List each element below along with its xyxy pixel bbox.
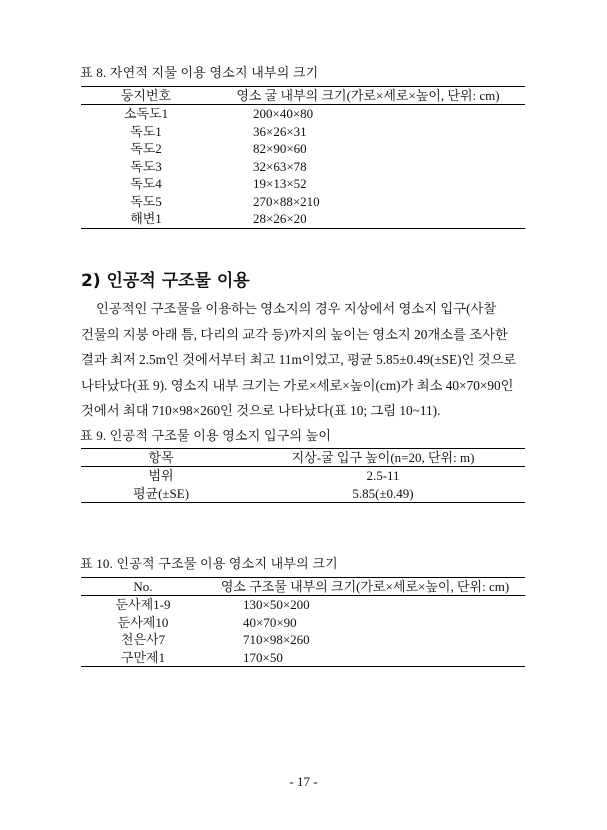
table10-cell-no: 구만제1 (81, 649, 205, 667)
table-row (81, 631, 525, 649)
table8-cell-size: 200×40×80 (253, 106, 314, 121)
table10-header-row (81, 578, 525, 596)
table8-header-size: 영소 굴 내부의 크기(가로×세로×높이, 단위: cm) (211, 87, 525, 105)
table8-cell-id: 독도5 (130, 193, 162, 209)
table9-header-row (81, 449, 525, 467)
table8-cell-size: 36×26×31 (253, 123, 307, 139)
table10-header-no: No. (81, 578, 205, 596)
table8-cell-id: 해변1 (81, 210, 211, 228)
paragraph-line: 나타났다(표 9). 영소지 내부 크기는 가로×세로×높이(cm)가 최소 40×70×90인 (81, 377, 514, 393)
table-row (81, 485, 525, 503)
table10-header-size: 영소 구조물 내부의 크기(가로×세로×높이, 단위: cm) (205, 578, 525, 596)
table8-cell-size: 270×88×210 (253, 193, 320, 209)
table8-cell-id: 독도3 (130, 158, 162, 174)
table-row (81, 105, 525, 123)
table9-cell-value: 5.85(±0.49) (241, 485, 525, 503)
table10-cell-no: 둔사제10 (117, 614, 169, 630)
table-row (81, 596, 525, 614)
table-row (81, 210, 525, 228)
table-row (81, 123, 525, 141)
table9 (81, 448, 525, 503)
table10-cell-size: 170×50 (205, 649, 525, 667)
table-row (81, 193, 525, 211)
table8-cell-size: 28×26×20 (211, 210, 525, 228)
paragraph-line: 건물의 지붕 아래 틈, 다리의 교각 등)까지의 높이는 영소지 20개소를 조사한 (81, 326, 508, 342)
table-row (81, 614, 525, 632)
table8-header-nest-id: 둥지번호 (81, 87, 211, 105)
table10-caption: 표 10. 인공적 구조물 이용 영소지 내부의 크기 (80, 556, 338, 571)
paragraph-line: 인공적인 구조물을 이용하는 영소지의 경우 지상에서 영소지 입구(사찰 (96, 301, 497, 316)
table9-caption: 표 9. 인공적 구조물 이용 영소지 입구의 높이 (80, 428, 332, 443)
table-row (81, 140, 525, 158)
table8 (81, 86, 525, 229)
table10 (81, 577, 525, 667)
table8-cell-id: 소독도1 (123, 106, 169, 121)
table10-cell-no: 둔사제1-9 (115, 597, 171, 612)
body-paragraph (81, 296, 527, 424)
table-row (81, 649, 525, 667)
table9-cell-item: 평균(±SE) (81, 485, 241, 503)
paragraph-line: 결과 최저 2.5m인 것에서부터 최고 11m이었고, 평균 5.85±0.49(±SE)인 것으로 (81, 352, 517, 367)
table8-cell-id: 독도1 (130, 123, 162, 139)
table10-cell-size: 710×98×260 (243, 632, 310, 647)
paragraph-line: 것에서 최대 710×98×260인 것으로 나타났다(표 10; 그림 10~11). (81, 403, 441, 418)
table8-caption: 표 8. 자연적 지물 이용 영소지 내부의 크기 (80, 65, 319, 80)
table8-cell-size: 32×63×78 (253, 158, 307, 174)
table9-header-item: 항목 (81, 449, 241, 467)
table8-cell-id: 독도2 (130, 141, 162, 156)
table-row (81, 467, 525, 485)
table8-cell-size: 82×90×60 (253, 141, 307, 156)
table10-cell-size: 40×70×90 (243, 614, 297, 630)
table-row (81, 175, 525, 193)
section-heading: 2) 인공적 구조물 이용 (81, 271, 250, 291)
page-number: - 17 - (289, 774, 318, 789)
table10-cell-size: 130×50×200 (243, 597, 310, 612)
table8-cell-id: 독도4 (130, 176, 162, 191)
table8-header-row (81, 87, 525, 105)
table9-header-height: 지상-굴 입구 높이(n=20, 단위: m) (241, 449, 525, 467)
table9-cell-item: 범위 (148, 468, 174, 483)
table9-cell-value: 2.5-11 (366, 468, 400, 483)
table8-cell-size: 19×13×52 (253, 176, 307, 191)
table10-cell-no: 천은사7 (120, 632, 166, 647)
table-row (81, 158, 525, 176)
